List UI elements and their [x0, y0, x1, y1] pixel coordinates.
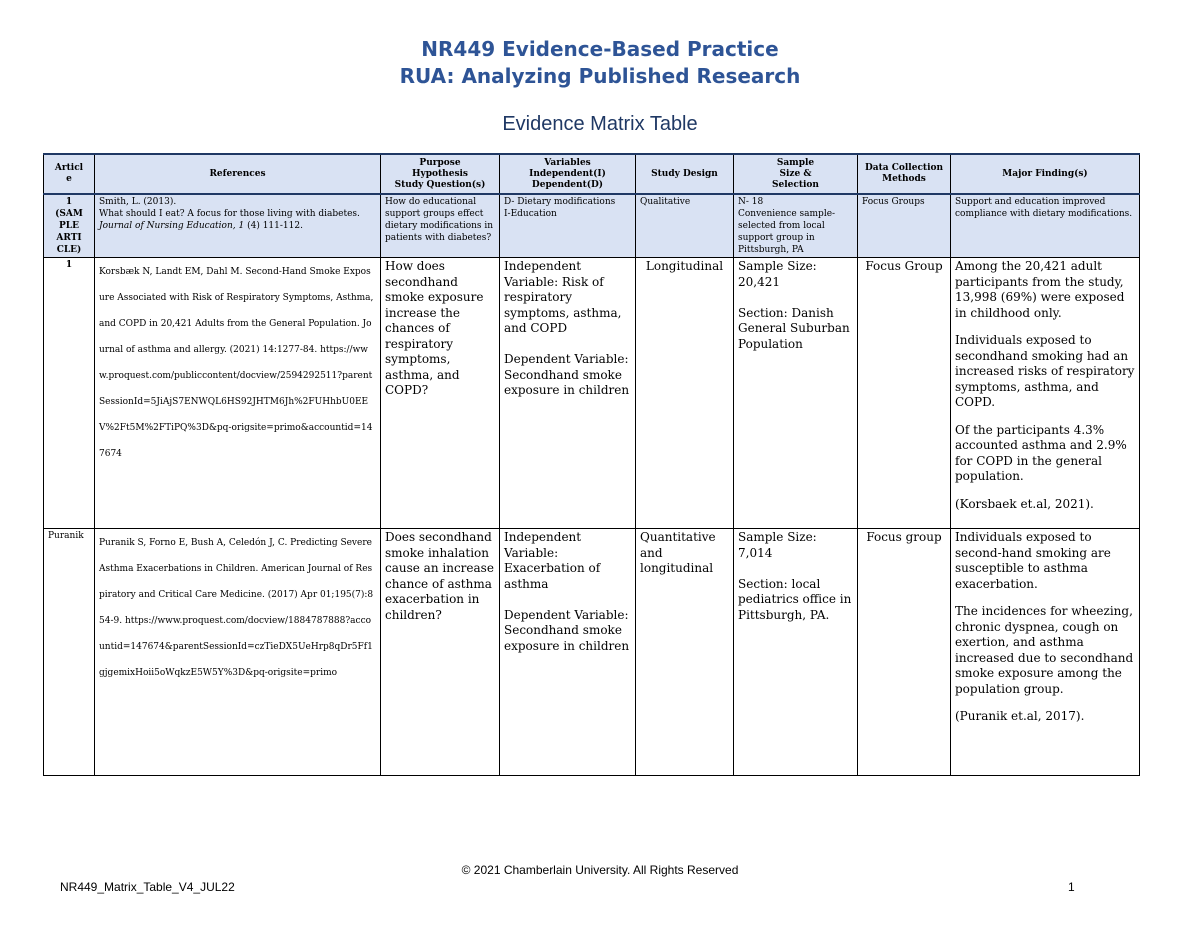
- sample-ref-journal: Journal of Nursing Education, 1: [99, 221, 245, 231]
- document-subtitle: RUA: Analyzing Published Research: [399, 64, 801, 88]
- col-header-methods: Data Collection Methods: [858, 154, 951, 194]
- finding-paragraph: Individuals exposed to secondhand smoking had an increased risks of respiratory symptoms, asthma, and COPD.: [955, 333, 1135, 409]
- sample-row: [44, 194, 1140, 258]
- sample-reference: [95, 194, 381, 258]
- finding-paragraph: Among the 20,421 adult participants from the study, 13,998 (69%) were exposed in childhood only.: [955, 259, 1125, 320]
- page-number: 1: [1068, 880, 1075, 894]
- col-header-purpose: Purpose Hypothesis Study Question(s): [381, 154, 500, 194]
- col-header-references: References: [95, 154, 381, 194]
- table-row: [44, 258, 1140, 529]
- document-title: NR449 Evidence-Based Practice: [421, 37, 779, 61]
- sample-article: 1 (SAM PLE ARTI CLE): [44, 194, 95, 258]
- row-purpose: Does secondhand smoke inhalation cause an increase chance of asthma exacerbation in children?: [381, 529, 500, 776]
- col-header-design: Study Design: [636, 154, 734, 194]
- col-header-variables: Variables Independent(I) Dependent(D): [500, 154, 636, 194]
- row-variables: Independent Variable: Exacerbation of asthma Dependent Variable: Secondhand smoke exposure in children: [500, 529, 636, 776]
- row-variables: Independent Variable: Risk of respiratory symptoms, asthma, and COPD Dependent Variable: Secondhand smoke exposure in children: [500, 258, 636, 529]
- finding-citation: (Korsbaek et.al, 2021).: [955, 496, 1094, 511]
- sample-variables: D- Dietary modifications I-Education: [500, 194, 636, 258]
- row-sample: Sample Size: 20,421 Section: Danish General Suburban Population: [734, 258, 858, 529]
- sample-design: Qualitative: [636, 194, 734, 258]
- sample-findings: Support and education improved compliance with dietary modifications.: [951, 194, 1140, 258]
- row-findings: [951, 258, 1140, 529]
- sample-ref-tail: (4) 111-112.: [244, 221, 303, 231]
- finding-paragraph: Individuals exposed to second-hand smoking are susceptible to asthma exacerbation.: [955, 530, 1111, 591]
- sample-purpose: How do educational support groups effect dietary modifications in patients with diabetes?: [381, 194, 500, 258]
- col-header-findings: Major Finding(s): [951, 154, 1140, 194]
- table-header-row: [44, 154, 1140, 194]
- row-reference: Puranik S, Forno E, Bush A, Celedón J, C. Predicting Severe Asthma Exacerbations in Children. American Journal of Respiratory and Critical Care Medicine. (2017) Apr 01;195(7):854-9. https://www.proquest.com/docview/1884787888?accountid=147674&parentSessionId=czTieDX5UeHrp8qDr5Ff1gjgemixHoii5oWqkzE5W5Y%3D&pq-origsite=primo: [95, 529, 381, 776]
- sample-ref-citation: [99, 220, 376, 232]
- table-title: Evidence Matrix Table: [502, 113, 698, 135]
- footer-doc-id: NR449_Matrix_Table_V4_JUL22: [60, 880, 235, 894]
- row-findings: [951, 529, 1140, 776]
- row-methods: Focus Group: [858, 258, 951, 529]
- footer-copyright: © 2021 Chamberlain University. All Rights Reserved: [461, 863, 739, 877]
- table-row: [44, 529, 1140, 776]
- row-design: Longitudinal: [636, 258, 734, 529]
- evidence-matrix-table: [43, 153, 1140, 776]
- row-purpose: How does secondhand smoke exposure increase the chances of respiratory symptoms, asthma, and COPD?: [381, 258, 500, 529]
- row-article: 1: [44, 258, 95, 529]
- row-methods: Focus group: [858, 529, 951, 776]
- col-header-sample: Sample Size & Selection: [734, 154, 858, 194]
- sample-methods: Focus Groups: [858, 194, 951, 258]
- row-reference: Korsbæk N, Landt EM, Dahl M. Second-Hand Smoke Exposure Associated with Risk of Respiratory Symptoms, Asthma, and COPD in 20,421 Adults from the General Population. Journal of asthma and allergy. (2021) 14:1277-84. https://www.proquest.com/publiccontent/docview/2594292511?parentSessionId=5JiAjS7ENWQL6HS92JHTM6Jh%2FUHhbU0EEV%2Ft5M%2FTiPQ%3D&pq-origsite=primo&accountid=147674: [95, 258, 381, 529]
- finding-paragraph: Of the participants 4.3% accounted asthma and 2.9% for COPD in the general population.: [955, 422, 1127, 483]
- sample-sample: N- 18 Convenience sample- selected from local support group in Pittsburgh, PA: [734, 194, 858, 258]
- sample-ref-line1: Smith, L. (2013).: [99, 197, 177, 207]
- row-article: Puranik: [44, 529, 95, 776]
- row-design: Quantitative and longitudinal: [636, 529, 734, 776]
- row-sample: Sample Size: 7,014 Section: local pediatrics office in Pittsburgh, PA.: [734, 529, 858, 776]
- col-header-article: Articl e: [44, 154, 95, 194]
- finding-citation: (Puranik et.al, 2017).: [955, 709, 1085, 723]
- finding-paragraph: The incidences for wheezing, chronic dyspnea, cough on exertion, and asthma increased due to secondhand smoke exposure among the population group.: [955, 604, 1134, 696]
- sample-ref-line2: What should I eat? A focus for those living with diabetes.: [99, 209, 360, 219]
